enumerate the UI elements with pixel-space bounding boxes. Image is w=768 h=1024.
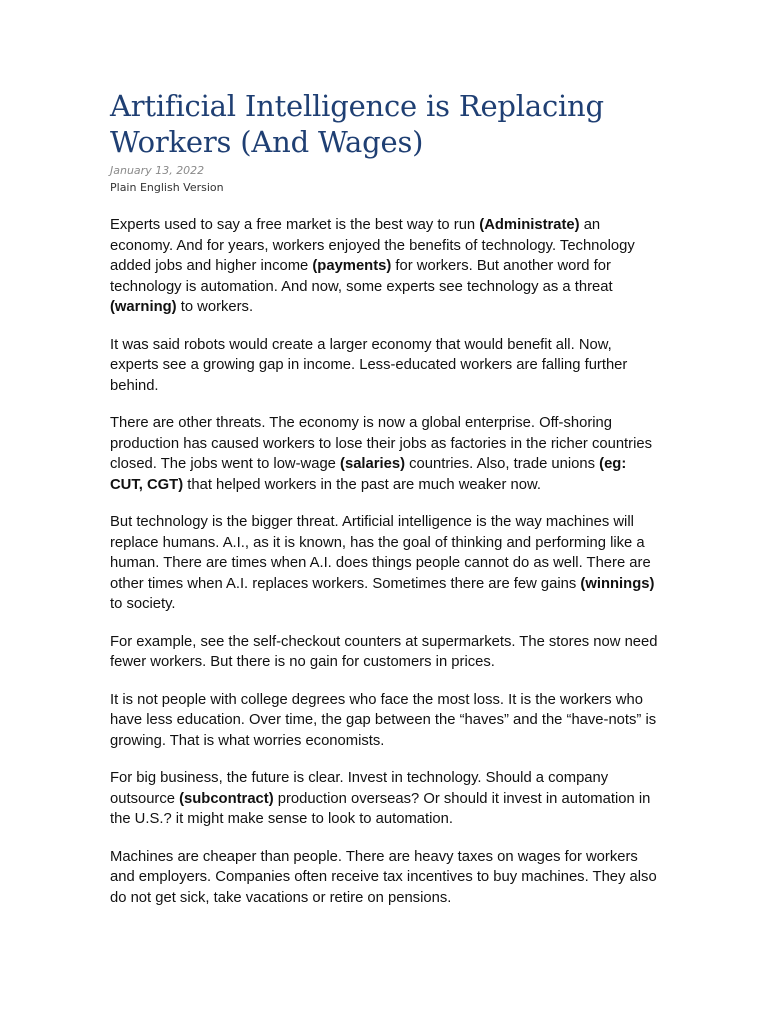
text-run: But technology is the bigger threat. Artificial intelligence is the way machines will replace humans. A.I., as it is known, has the goal of thinking and performing like a human. There are times when A.I. does things people cannot do as well. There are other times when A.I. replaces workers. Sometimes there are few gains [110,514,651,592]
text-run: It is not people with college degrees who face the most loss. It is the workers who have less education. Over time, the gap between the “haves” and the “have-nots” is growing. That is what worries economists. [110,691,657,749]
article-paragraph [110,632,662,673]
text-run: that helped workers in the past are much weaker now. [183,476,541,493]
article-title: Artificial Intelligence is Replacing Workers (And Wages) [110,89,604,159]
bold-gloss: (subcontract) [179,790,274,807]
text-run: to workers. [176,299,254,315]
text-run: countries. Also, trade unions [405,456,600,472]
article [110,88,662,925]
article-paragraph [110,768,662,830]
article-date: January 13, 2022 [110,164,205,177]
bold-gloss: (Administrate) [479,217,580,233]
text-run: Experts used to say a free market is the best way to run [110,217,480,233]
article-body [110,215,662,908]
text-run: to society. [110,596,176,612]
bold-gloss: (winnings) [580,575,655,592]
bold-gloss: (warning) [110,299,177,315]
text-run: It was said robots would create a larger economy that would benefit all. Now, experts see a growing gap in income. Less-educated workers are falling further behind. [110,336,628,394]
text-run: an economy. And for years, workers enjoyed the benefits of technology. Technology added jobs and higher income [110,217,635,274]
bold-gloss: (eg: CUT, CGT) [110,456,627,493]
article-paragraph [110,413,662,495]
article-paragraph [110,335,662,397]
text-run: For example, see the self-checkout counters at supermarkets. The stores now need fewer workers. But there is no gain for customers in prices. [110,633,658,670]
text-run: Machines are cheaper than people. There are heavy taxes on wages for workers and employers. Companies often receive tax incentives to buy machines. They also do not get sick, take vacations or retire on pensions. [110,848,657,906]
article-paragraph [110,690,662,752]
text-run: There are other threats. The economy is now a global enterprise. Off-shoring production has caused workers to lose their jobs as factories in the richer countries closed. The jobs went to low-wage [110,415,653,472]
bold-gloss: (salaries) [340,456,406,472]
article-paragraph [110,215,662,318]
article-paragraph [110,847,662,909]
bold-gloss: (payments) [312,258,392,274]
text-run: For big business, the future is clear. Invest in technology. Should a company outsource [110,770,609,807]
text-run: production overseas? Or should it invest in automation in the U.S.? it might make sense to look to automation. [110,790,651,827]
text-run: for workers. But another word for technology is automation. And now, some experts see technology as a threat [110,258,613,295]
article-paragraph [110,512,662,615]
article-version-label: Plain English Version [110,181,224,194]
